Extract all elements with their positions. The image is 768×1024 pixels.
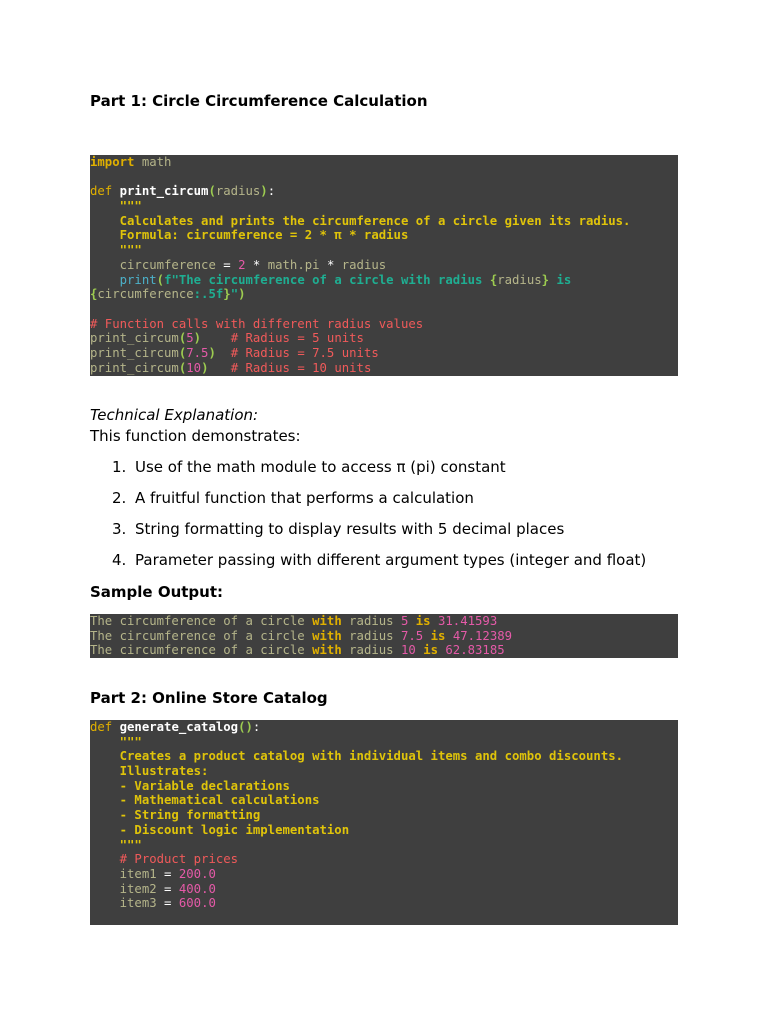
code-line <box>90 852 678 867</box>
code-token: ( <box>178 345 187 360</box>
code-token <box>445 629 452 643</box>
code-token: { <box>489 272 498 287</box>
code-token: with <box>312 628 342 643</box>
code-token: ) <box>208 345 216 360</box>
code-token: ) <box>193 331 202 346</box>
code-token: 10 <box>400 643 416 658</box>
code-token: ( <box>178 331 187 346</box>
code-token: } <box>223 287 231 302</box>
list-item-text: A fruitful function that performs a calculation <box>135 489 474 507</box>
code-token: * <box>252 257 261 272</box>
code-token: - String formatting <box>90 808 261 823</box>
list-item-number: 4. <box>112 551 127 569</box>
code-token: """ <box>90 243 142 258</box>
code-token: 10 <box>186 360 202 375</box>
code-token: ( <box>156 272 165 287</box>
code-line <box>90 361 678 376</box>
code-token <box>231 258 238 272</box>
code-line <box>90 720 678 735</box>
code-line <box>90 882 678 897</box>
code-token: = <box>164 881 172 896</box>
part1-heading: Part 1: Circle Circumference Calculation <box>90 92 428 110</box>
code-token: math <box>134 155 172 169</box>
code-token: 200.0 <box>178 866 216 881</box>
code-line <box>90 243 678 258</box>
code-token: def <box>90 184 113 199</box>
code-token: - Discount logic implementation <box>90 822 350 837</box>
code-token: 2 <box>238 257 246 272</box>
code-line <box>90 258 678 273</box>
code-token: Illustrates: <box>90 764 209 779</box>
code-line <box>90 749 678 764</box>
code-token: circumference <box>90 257 224 272</box>
code-token: = <box>164 866 172 881</box>
code-line <box>90 793 678 808</box>
code-token: :.5f <box>193 287 224 302</box>
code-token: item2 <box>90 881 165 896</box>
technical-explanation-label: Technical Explanation: <box>90 406 259 424</box>
code-token <box>90 273 120 287</box>
code-token: 5 <box>186 331 194 346</box>
code-token <box>423 629 430 643</box>
code-line <box>90 629 678 644</box>
code-line <box>90 779 678 794</box>
code-token: # Function calls with different radius values <box>90 316 424 331</box>
code-token: with <box>312 614 342 628</box>
code-token: print_circum <box>90 345 179 360</box>
code-line <box>90 764 678 779</box>
code-token: 7.5 <box>400 628 424 643</box>
code-token: = <box>223 257 231 272</box>
code-token: } <box>541 272 550 287</box>
code-token: " <box>230 287 239 302</box>
code-token: 5 <box>400 614 409 628</box>
code-token: Creates a product catalog with individual items and combo discounts. <box>90 749 624 764</box>
code-line <box>90 867 678 882</box>
code-token: circumference <box>97 287 194 302</box>
list-item-number: 2. <box>112 489 127 507</box>
circumference-code-block <box>90 155 678 376</box>
code-token: radius <box>334 257 387 272</box>
code-token: ( <box>178 360 187 375</box>
code-token: 31.41593 <box>438 614 498 628</box>
code-token: - Mathematical calculations <box>90 793 320 808</box>
code-token: () <box>238 720 253 734</box>
code-token: ) <box>201 360 209 375</box>
list-item-text: Parameter passing with different argument types (integer and float) <box>135 551 647 569</box>
code-token: radius <box>341 614 401 628</box>
list-item-text: String formatting to display results with 5 decimal places <box>135 520 565 538</box>
code-line <box>90 331 678 346</box>
code-token: 47.12389 <box>452 628 513 643</box>
code-token: f"The circumference of a circle with radius <box>164 272 490 287</box>
code-token: radius <box>215 184 261 199</box>
code-token: * <box>326 257 335 272</box>
code-token: math.pi <box>260 257 327 272</box>
list-item-text: Use of the math module to access π (pi) constant <box>135 458 506 476</box>
code-line <box>90 346 678 361</box>
code-line <box>90 302 678 317</box>
code-token: import <box>90 155 135 169</box>
code-line <box>90 823 678 838</box>
code-token: print <box>119 272 157 287</box>
code-token <box>171 867 178 881</box>
code-token: generate_catalog <box>119 720 239 734</box>
code-token <box>431 614 438 628</box>
code-token: { <box>90 287 98 302</box>
code-token: # Radius = 10 units <box>230 360 372 375</box>
code-token: Calculates and prints the circumference of a circle given its radius. <box>90 213 631 228</box>
code-token <box>171 882 178 896</box>
code-token: : <box>252 720 261 734</box>
code-token: is <box>423 643 438 658</box>
code-token: # Radius = 7.5 units <box>230 345 379 360</box>
code-token: The circumference of a circle <box>90 643 313 658</box>
code-token: 7.5 <box>186 345 209 360</box>
code-line <box>90 287 678 302</box>
catalog-code-block <box>90 720 678 925</box>
explanation-intro: This function demonstrates: <box>90 427 301 445</box>
code-token <box>201 331 231 345</box>
code-token: item1 <box>90 866 165 881</box>
code-token <box>112 720 119 734</box>
code-token: ) <box>260 184 268 199</box>
code-token: """ <box>90 199 142 214</box>
code-token <box>171 896 178 910</box>
part2-heading: Part 2: Online Store Catalog <box>90 689 328 707</box>
code-token <box>245 258 252 272</box>
code-token: 600.0 <box>178 896 216 911</box>
code-line <box>90 273 678 288</box>
code-token: print_circum <box>119 184 209 199</box>
code-token: The circumference of a circle <box>90 628 313 643</box>
code-line <box>90 184 678 199</box>
code-line <box>90 838 678 853</box>
code-token: radius <box>341 643 401 658</box>
code-line <box>90 317 678 332</box>
sample-output-heading: Sample Output: <box>90 583 224 601</box>
code-line <box>90 614 678 629</box>
code-token: ( <box>208 184 216 199</box>
code-token: is <box>415 614 431 628</box>
code-token: 62.83185 <box>445 643 505 658</box>
list-item-number: 3. <box>112 520 127 538</box>
code-token: # Radius = 5 units <box>230 331 364 346</box>
code-token <box>408 614 415 628</box>
code-token <box>208 361 230 375</box>
code-token <box>112 184 119 198</box>
code-token: - Variable declarations <box>90 778 290 793</box>
code-line <box>90 214 678 229</box>
code-token: print_circum <box>90 331 179 346</box>
code-line <box>90 228 678 243</box>
code-token: 400.0 <box>178 881 216 896</box>
code-token: radius <box>497 272 542 287</box>
list-item-number: 1. <box>112 458 127 476</box>
code-token: radius <box>341 628 401 643</box>
code-token: is <box>549 272 572 287</box>
code-token: with <box>312 643 342 658</box>
code-line <box>90 155 678 170</box>
sample-output-block <box>90 614 678 658</box>
code-token: # Product prices <box>90 852 239 867</box>
code-line <box>90 735 678 750</box>
code-line <box>90 896 678 911</box>
code-token: """ <box>90 734 142 749</box>
code-token: : <box>267 184 276 199</box>
code-token: """ <box>90 837 142 852</box>
code-line <box>90 170 678 185</box>
code-line <box>90 808 678 823</box>
code-token: is <box>430 628 446 643</box>
code-token: item3 <box>90 896 165 911</box>
code-line <box>90 199 678 214</box>
code-token <box>216 346 231 360</box>
code-token: Formula: circumference = 2 * π * radius <box>90 228 409 243</box>
code-line <box>90 643 678 658</box>
code-token: ) <box>238 287 246 302</box>
code-token: = <box>164 896 172 911</box>
code-token: print_circum <box>90 360 179 375</box>
code-token: def <box>90 720 113 734</box>
code-token: The circumference of a circle <box>90 614 313 628</box>
